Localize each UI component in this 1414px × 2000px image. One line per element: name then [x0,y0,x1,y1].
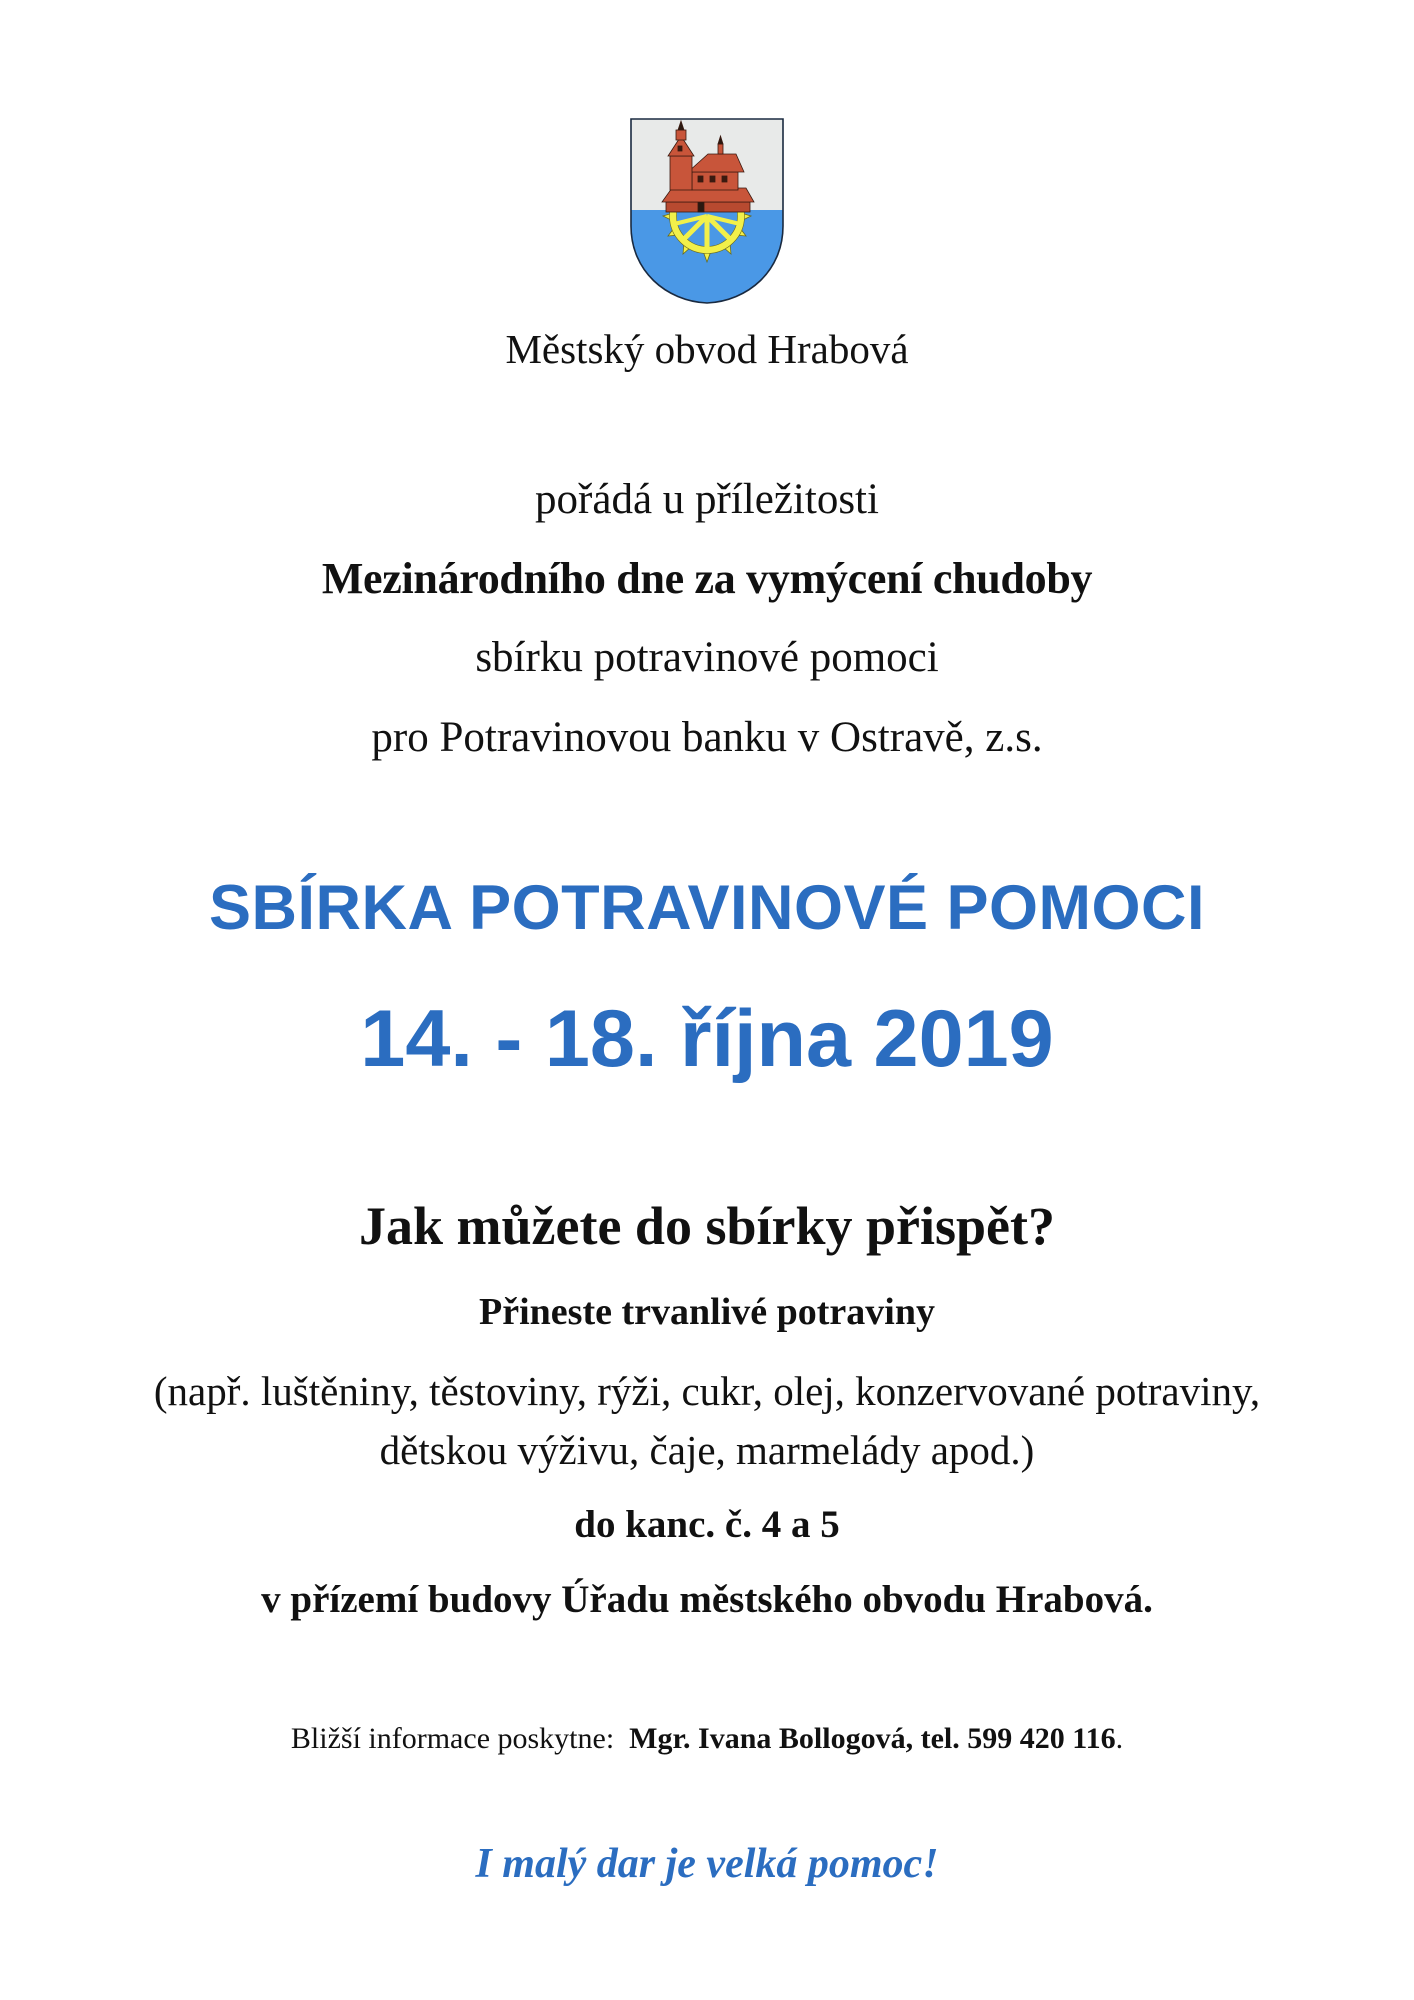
contact-info [0,1722,1414,1756]
office-numbers: do kanc. č. 4 a 5 [574,1503,840,1546]
headline-title: SBÍRKA POTRAVINOVÉ POMOCI [208,873,1206,943]
office-name: Městský obvod Hrabová [505,326,909,372]
slogan: I malý dar je velká pomoc! [475,1841,939,1887]
examples-line-1: (např. luštěniny, těstoviny, rýži, cukr, olej, konzervované potraviny, [153,1368,1261,1414]
contact-end: . [1115,1722,1124,1755]
location-line: v přízemí budovy Úřadu městského obvodu Hrabová. [261,1578,1153,1621]
how-to-question: Jak můžete do sbírky přispět? [358,1196,1055,1256]
occasion-title: Mezinárodního dne za vymýcení chudoby [321,554,1093,603]
intro-line: pořádá u příležitosti [535,476,879,523]
beneficiary-line: pro Potravinovou banku v Ostravě, z.s. [371,714,1043,761]
event-dates: 14. - 18. října 2019 [360,994,1054,1084]
bring-instruction: Přineste trvanlivé potraviny [479,1291,935,1333]
coat-of-arms-logo [628,116,786,306]
collection-line: sbírku potravinové pomoci [475,634,939,681]
contact-label: Bližší informace poskytne: [290,1722,615,1755]
contact-person: Mgr. Ivana Bollogová, tel. 599 420 116 [629,1722,1116,1755]
examples-line-2: dětskou výživu, čaje, marmelády apod.) [379,1427,1035,1473]
